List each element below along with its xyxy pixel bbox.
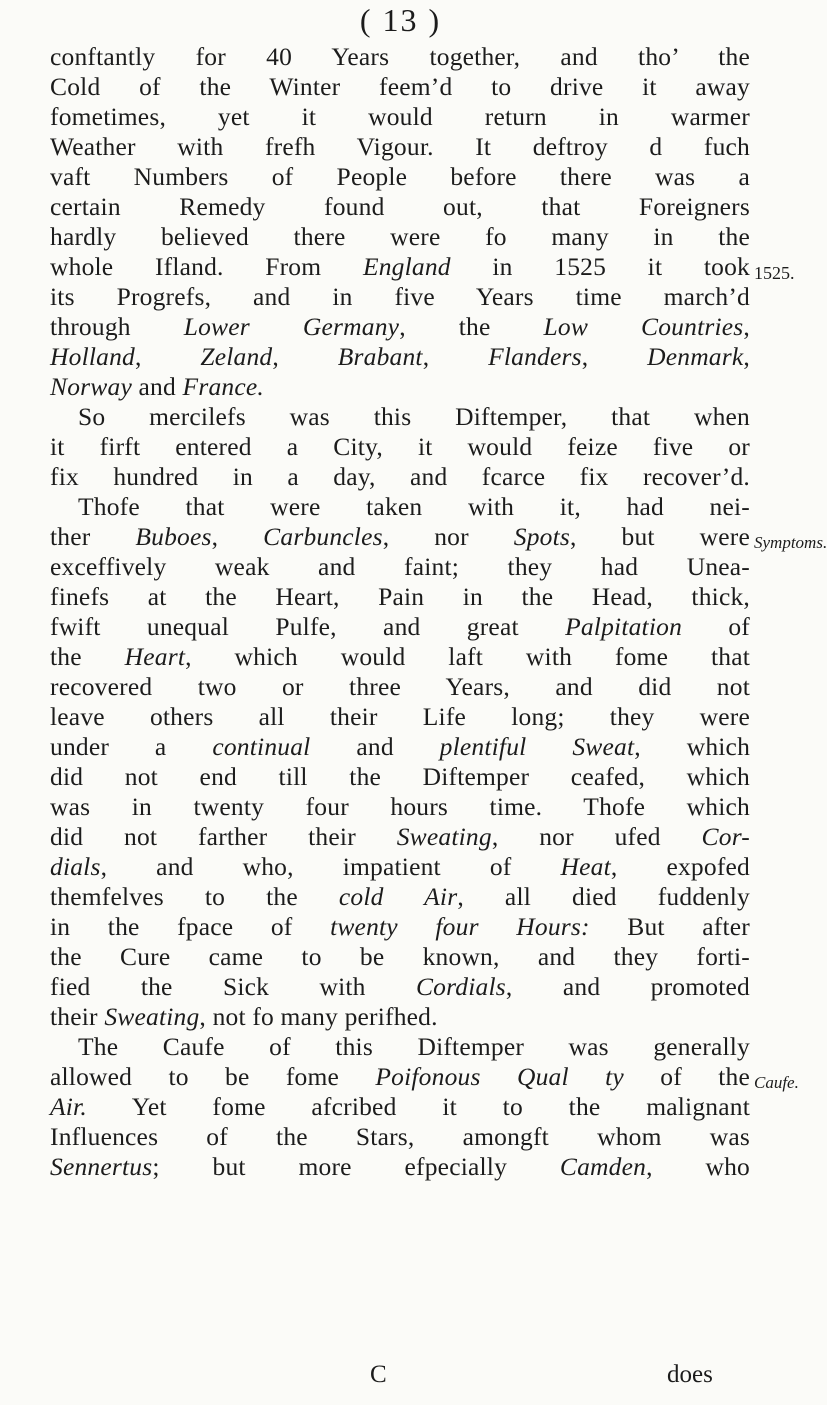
text-run: , nor	[382, 522, 514, 551]
text-run: conftantly for 40 Years together, and tho’ the	[50, 42, 750, 71]
italic-text: plentiful Sweat	[439, 732, 635, 761]
text-run: themfelves to the	[50, 882, 339, 911]
text-line	[50, 522, 750, 552]
text-run: the Cure came to be known, and they forti-	[50, 942, 750, 971]
italic-text: dials	[50, 852, 101, 881]
text-line	[50, 912, 750, 942]
italic-text: Flanders	[488, 342, 582, 371]
text-line	[50, 1152, 750, 1182]
text-line	[50, 312, 750, 342]
italic-text: Carbuncles	[263, 522, 383, 551]
text-line	[78, 402, 750, 432]
italic-text: Camden	[559, 1152, 647, 1181]
text-line	[50, 732, 750, 762]
text-line	[50, 582, 750, 612]
text-run: ,	[211, 522, 264, 551]
text-run: fometimes, yet it would return in warmer	[50, 102, 750, 131]
italic-text: Air.	[50, 1092, 87, 1121]
text-run: allowed to be fome	[50, 1062, 376, 1091]
text-run: , expofed	[610, 852, 750, 881]
text-line	[50, 672, 750, 702]
italic-text: continual	[212, 732, 311, 761]
text-run: But after	[589, 912, 750, 941]
italic-text: Lower Germany	[183, 312, 400, 341]
signature-mark: C	[370, 1361, 387, 1388]
text-line	[50, 792, 750, 822]
italic-text: Brabant	[337, 342, 423, 371]
italic-text: France.	[182, 372, 264, 401]
italic-text: Holland	[50, 342, 135, 371]
text-run: did not farther their	[50, 822, 397, 851]
italic-text: Sweating	[104, 1002, 200, 1031]
text-run: , all died fuddenly	[457, 882, 750, 911]
text-run: , and who, impatient of	[100, 852, 561, 881]
text-line	[50, 102, 750, 132]
text-line	[50, 702, 750, 732]
text-run: So mercilefs was this Diftemper, that when	[78, 402, 750, 431]
text-run: and	[131, 372, 183, 401]
text-line	[50, 882, 750, 912]
italic-text: Low Countries	[543, 312, 744, 341]
text-run: did not end till the Diftemper ceafed, which	[50, 762, 750, 791]
text-line	[78, 1032, 750, 1062]
text-run: , but were	[570, 522, 750, 551]
text-line	[50, 252, 750, 282]
text-run: The Caufe of this Diftemper was generally	[78, 1032, 750, 1061]
text-run: , nor ufed	[491, 822, 702, 851]
text-run: vaft Numbers of People before there was a	[50, 162, 750, 191]
margin-note-year: 1525.	[754, 263, 795, 283]
text-run: , not fo many perifhed.	[199, 1002, 438, 1031]
text-line	[50, 972, 750, 1002]
italic-text: Cordials	[415, 972, 506, 1001]
text-run: , which would laft with fome that	[185, 642, 750, 671]
text-run: fwift unequal Pulfe, and great	[50, 612, 566, 641]
text-run: , who	[646, 1152, 750, 1181]
text-line	[50, 372, 750, 402]
text-line	[50, 1092, 750, 1122]
text-line	[50, 132, 750, 162]
text-run: , and promoted	[505, 972, 750, 1001]
text-line	[50, 642, 750, 672]
text-run: ,	[743, 312, 750, 341]
text-line	[50, 462, 750, 492]
text-run: leave others all their Life long; they were	[50, 702, 750, 731]
text-run: exceffively weak and faint; they had Unea-	[50, 552, 750, 581]
text-line	[50, 552, 750, 582]
text-run: of	[682, 612, 750, 641]
text-line	[50, 42, 750, 72]
text-line	[50, 162, 750, 192]
text-run: its Progrefs, and in five Years time march’d	[50, 282, 750, 311]
text-run: fied the Sick with	[50, 972, 416, 1001]
text-line	[50, 612, 750, 642]
text-run: was in twenty four hours time. Thofe which	[50, 792, 750, 821]
text-line	[50, 342, 750, 372]
text-line	[50, 432, 750, 462]
text-run: hardly believed there were fo many in the	[50, 222, 750, 251]
text-run: certain Remedy found out, that Foreigners	[50, 192, 750, 221]
text-line	[50, 72, 750, 102]
text-run: ther	[50, 522, 136, 551]
text-run: ,	[135, 342, 201, 371]
italic-text: Palpitation	[565, 612, 683, 641]
italic-text: Sweating	[396, 822, 492, 851]
text-run: through	[50, 312, 184, 341]
text-run: Influences of the Stars, amongft whom was	[50, 1122, 750, 1151]
text-line	[50, 822, 750, 852]
text-run: Yet fome afcribed it to the malignant	[86, 1092, 750, 1121]
italic-text: Poifonous Qual ty	[375, 1062, 624, 1091]
text-line	[50, 1062, 750, 1092]
text-run: whole Ifland. From	[50, 252, 363, 281]
text-run: ; but more efpecially	[152, 1152, 560, 1181]
text-line	[50, 282, 750, 312]
margin-note-symptoms: Symptoms.	[754, 533, 827, 552]
italic-text: Heart	[124, 642, 186, 671]
text-run: the	[50, 642, 125, 671]
italic-text: Norway	[50, 372, 132, 401]
text-line	[50, 852, 750, 882]
text-run: ,	[422, 342, 489, 371]
italic-text: Cor-	[701, 822, 750, 851]
italic-text: Sennertus	[50, 1152, 153, 1181]
text-line	[50, 1002, 750, 1032]
text-run: fix hundred in a day, and fcarce fix recover’d.	[50, 462, 750, 491]
text-run: ,	[743, 342, 750, 371]
text-run: under a	[50, 732, 213, 761]
italic-text: Denmark	[647, 342, 744, 371]
italic-text: Spots	[513, 522, 571, 551]
text-run: ,	[581, 342, 648, 371]
italic-text: Zeland	[200, 342, 273, 371]
text-run: in 1525 it took	[450, 252, 751, 281]
text-line	[50, 762, 750, 792]
text-run: ,	[272, 342, 338, 371]
text-run: of the	[623, 1062, 750, 1091]
margin-note-cause: Caufe.	[754, 1073, 799, 1092]
text-run: it firft entered a City, it would feize five or	[50, 432, 750, 461]
text-line	[50, 192, 750, 222]
italic-text: Buboes	[135, 522, 212, 551]
italic-text: cold Air	[338, 882, 458, 911]
italic-text: twenty four Hours:	[330, 912, 590, 941]
text-run: Thofe that were taken with it, had nei-	[78, 492, 750, 521]
text-run: in the fpace of	[50, 912, 331, 941]
italic-text: England	[362, 252, 451, 281]
text-line	[78, 492, 750, 522]
italic-text: Heat	[560, 852, 611, 881]
text-run: finefs at the Heart, Pain in the Head, thick,	[50, 582, 750, 611]
text-line	[50, 1122, 750, 1152]
text-run: recovered two or three Years, and did not	[50, 672, 750, 701]
text-run: and	[310, 732, 440, 761]
text-run: , the	[399, 312, 544, 341]
text-run: their	[50, 1002, 105, 1031]
page-number: ( 13 )	[359, 2, 442, 38]
text-run: Cold of the Winter feem’d to drive it away	[50, 72, 750, 101]
text-run: , which	[634, 732, 751, 761]
text-line	[50, 222, 750, 252]
text-line	[50, 942, 750, 972]
catchword: does	[667, 1361, 713, 1388]
text-run: Weather with frefh Vigour. It deftroy d fuch	[50, 132, 750, 161]
